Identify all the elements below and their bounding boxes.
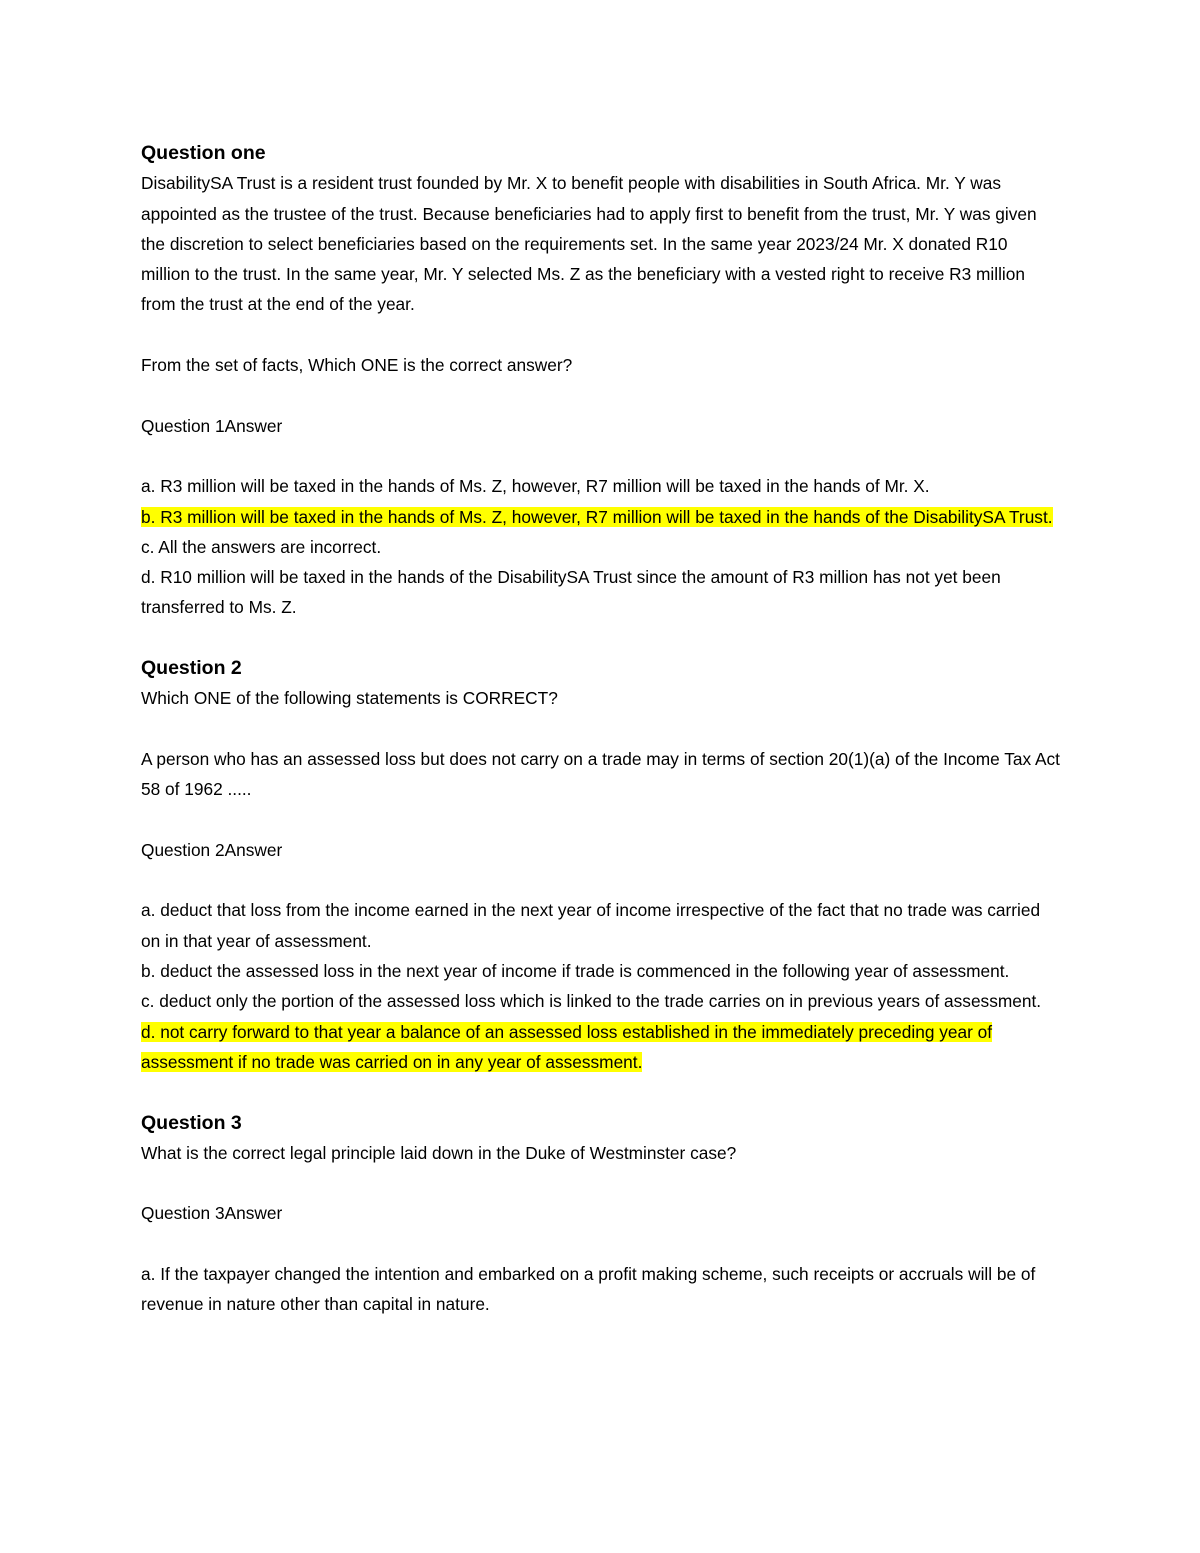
answer-options: [141, 471, 1061, 622]
question-prompt: From the set of facts, Which ONE is the correct answer?: [141, 355, 573, 376]
answer-option-a: a. deduct that loss from the income earned in the next year of income irrespective of the fact that no trade was carried on in that year of assessment.: [141, 900, 1041, 951]
answer-options: [141, 895, 1061, 1077]
answer-option-c: c. deduct only the portion of the assessed loss which is linked to the trade carries on in previous years of assessment.: [141, 991, 1042, 1012]
answer-option-c: c. All the answers are incorrect.: [141, 536, 382, 557]
highlighted-answer-text: b. R3 million will be taxed in the hands of Ms. Z, however, R7 million will be taxed in the hands of the DisabilitySA Trust.: [141, 506, 1053, 527]
answer-options: [141, 1259, 1061, 1320]
answer-label: Question 2Answer: [141, 839, 283, 860]
answer-option-d: d. R10 million will be taxed in the hands of the DisabilitySA Trust since the amount of R3 million has not yet been transferred to Ms. Z.: [141, 567, 1001, 618]
answer-label: Question 1Answer: [141, 415, 283, 436]
question-stem: DisabilitySA Trust is a resident trust founded by Mr. X to benefit people with disabilities in South Africa. Mr. Y was appointed as the trustee of the trust. Because beneficiaries had to apply first to benefit from the trust, Mr. Y was given the discretion to select beneficiaries based on the requirements set. In the same year 2023/24 Mr. X donated R10 million to the trust. In the same year, Mr. Y selected Ms. Z as the beneficiary with a vested right to receive R3 million from the trust at the end of the year.: [141, 173, 1037, 315]
answer-option-a: a. If the taxpayer changed the intention and embarked on a profit making scheme, such receipts or accruals will be of revenue in nature other than capital in nature.: [141, 1263, 1036, 1315]
question-2: [141, 653, 1061, 1077]
question-title: Question 2: [141, 657, 242, 680]
question-3: [141, 1108, 1061, 1320]
answer-option-a: a. R3 million will be taxed in the hands of Ms. Z, however, R7 million will be taxed in the hands of Mr. X.: [141, 476, 930, 497]
question-prompt: A person who has an assessed loss but does not carry on a trade may in terms of section 20(1)(a) of the Income Tax Act 58 of 1962 .....: [141, 748, 1060, 800]
answer-label: Question 3Answer: [141, 1203, 283, 1224]
highlighted-answer-text: d. not carry forward to that year a balance of an assessed loss established in the immediately preceding year of assessment if no trade was carried on in any year of assessment.: [141, 1021, 993, 1072]
question-1: [141, 138, 1061, 623]
answer-option-b-highlighted: [141, 502, 1061, 532]
document-page: [141, 138, 1061, 1320]
question-stem: Which ONE of the following statements is CORRECT?: [141, 688, 558, 709]
answer-option-d-highlighted: [141, 1017, 1061, 1078]
question-title: Question 3: [141, 1111, 242, 1134]
question-title: Question one: [141, 142, 266, 164]
answer-option-b: b. deduct the assessed loss in the next year of income if trade is commenced in the following year of assessment.: [141, 961, 1010, 982]
question-stem: What is the correct legal principle laid down in the Duke of Westminster case?: [141, 1142, 737, 1163]
